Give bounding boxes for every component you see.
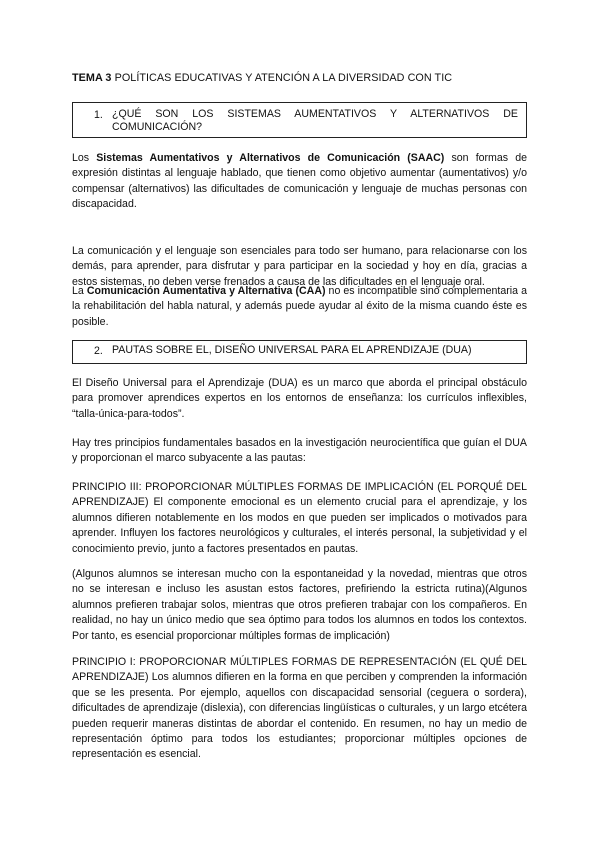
paragraph-principle-iii: PRINCIPIO III: PROPORCIONAR MÚLTIPLES FORMAS DE IMPLICACIÓN (EL PORQUÉ DEL APRENDIZAJE) El componente emocional es un elemento crucial para el aprendizaje, y los alumnos difieren notablemente en los modos en que pueden ser implicados o motivados para aprender. Influyen los factores neurológicos y culturales, el interés personal, la subjetividad y el conocimiento previo, junto a factores presentados en pautas. (72, 481, 527, 555)
p3-bold-term: Comunicación Aumentativa y Alternativa (CAA) (86, 285, 326, 297)
tema-label: TEMA 3 (72, 72, 112, 84)
section-2-heading: PAUTAS SOBRE EL, DISEÑO UNIVERSAL PARA EL APRENDIZAJE (DUA) (112, 344, 472, 356)
paragraph-three-principles: Hay tres principios fundamentales basados en la investigación neurocientífica que guían el DUA y proporcionan el marco subyacente a las pautas: (72, 437, 527, 465)
section-1-heading-box (72, 102, 527, 138)
p1-lead: Los (72, 152, 97, 164)
section-1-number: 1. (94, 109, 103, 121)
section-2-heading-box (72, 340, 527, 364)
section-1-heading: ¿QUÉ SON LOS SISTEMAS AUMENTATIVOS Y ALTERNATIVOS DE COMUNICACIÓN? (112, 108, 518, 134)
document-title (72, 71, 542, 86)
paragraph-saac-definition (72, 151, 527, 213)
paragraph-principle-i: PRINCIPIO I: PROPORCIONAR MÚLTIPLES FORMAS DE REPRESENTACIÓN (EL QUÉ DEL APRENDIZAJE) Los alumnos difieren en la forma en que perciben y comprenden la información que se les presenta. Por ejemplo, aquellos con discapacidad sensorial (ceguera o sordera), dificultades de aprendizaje (dislexia), con diferencias lingüísticas o culturales, y un largo etcétera pueden requerir maneras distintas de abordar el contenido. En resumen, no hay un medio de representación óptimo para todos los estudiantes; proporcionar múltiples opciones de representación es esencial. (72, 656, 527, 761)
p3-rest: no es incompatible sino complementaria a la rehabilitación del habla natural, y además puede ayudar al éxito de la misma cuando éste es posible. (72, 285, 527, 328)
p1-rest: son formas de expresión distintas al lenguaje hablado, que tienen como objetivo aumentar (aumentativos) y/o compensar (alternativos) las dificultades de comunicación y lenguaje de muchas personas con discapacidad. (72, 152, 527, 211)
section-2-number: 2. (94, 345, 103, 357)
paragraph-principle-iii-examples: (Algunos alumnos se interesan mucho con la espontaneidad y la novedad, mientras que otros no se interesan e incluso les asustan estos factores, prefiriendo la estricta rutina)(Algunos alumnos prefieren trabajar solos, mientras que otros prefieren trabajar con los compañeros. En realidad, no hay un único medio que sea óptimo para todos los alumnos en todos los contextos. Por tanto, es esencial proporcionar múltiples formas de implicación) (72, 568, 527, 642)
paragraph-dua-definition: El Diseño Universal para el Aprendizaje (DUA) es un marco que aborda el principal obstáculo para promover aprendices expertos en los entornos de enseñanza: los currículos inflexibles, “talla-única-para-todos”. (72, 377, 527, 420)
paragraph-communication-importance: La comunicación y el lenguaje son esenciales para todo ser humano, para relacionarse con los demás, para aprender, para disfrutar y para participar en la sociedad y hoy en día, gracias a estos sistemas, no deben verse frenados a causa de las dificultades en el lenguaje oral. (72, 245, 527, 288)
p1-bold-term: Sistemas Aumentativos y Alternativos de Comunicación (SAAC) (96, 152, 445, 164)
tema-title: POLÍTICAS EDUCATIVAS Y ATENCIÓN A LA DIVERSIDAD CON TIC (114, 72, 453, 84)
paragraph-caa (72, 284, 527, 330)
p3-lead: La (72, 285, 87, 297)
